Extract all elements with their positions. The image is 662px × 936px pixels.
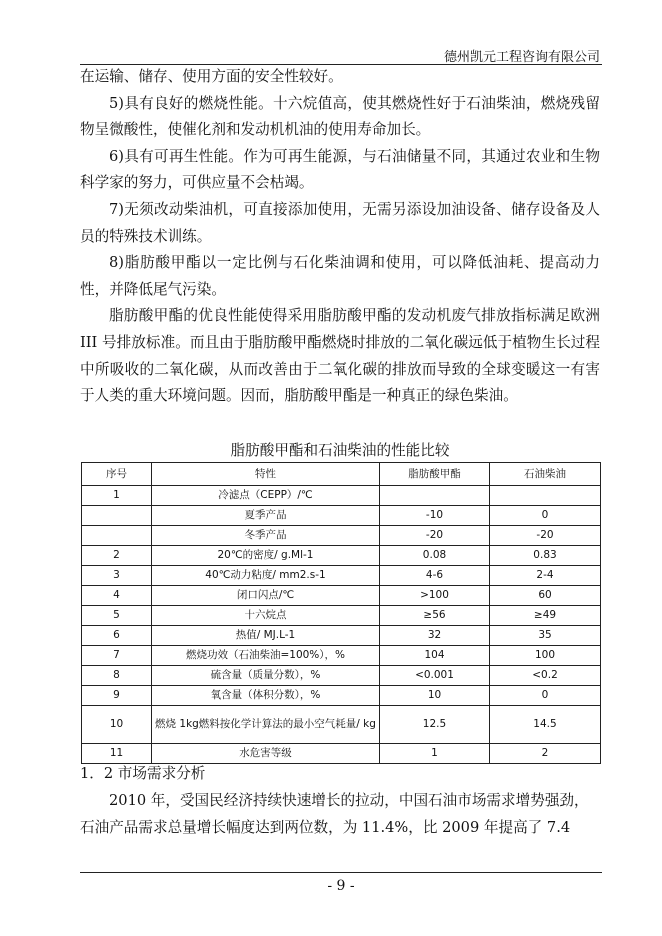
table-cell: >100 [380, 586, 490, 606]
table-row [82, 686, 601, 706]
table-cell: 10 [380, 686, 490, 706]
table-cell: 104 [380, 646, 490, 666]
table-cell: 0 [490, 506, 601, 526]
table-cell: 14.5 [490, 706, 601, 744]
table-cell [82, 526, 152, 546]
table-cell: 燃烧 1kg燃料按化学计算法的最小空气耗量/ kg [152, 706, 380, 744]
table-cell: 十六烷点 [152, 606, 380, 626]
table-row [82, 506, 601, 526]
table-row [82, 666, 601, 686]
table-cell: 11 [82, 744, 152, 764]
paragraph: 2010 年，受国民经济持续快速增长的拉动，中国石油市场需求增势强劲，石油产品需求总量增长幅度达到两位数，为 11.4%，比 2009 年提高了 7.4 [80, 792, 589, 836]
body-text-market [80, 788, 600, 841]
table-cell: <0.2 [490, 666, 601, 686]
table-cell: 1 [82, 486, 152, 506]
paragraph: 脂肪酸甲酯的优良性能使得采用脂肪酸甲酯的发动机废气排放指标满足欧洲 III 号排放标准。而且由于脂肪酸甲酯燃烧时排放的二氧化碳远低于植物生长过程中所吸收的二氧化碳，从而改善由于二氧化碳的排放而导致的全球变暖这一有害于人类的重大环境问题。因而，脂肪酸甲酯是一种真正的绿色柴油。 [80, 307, 600, 405]
table-cell: -20 [380, 526, 490, 546]
company-name: 德州凯元工程咨询有限公司 [443, 50, 600, 65]
table-cell: 1 [380, 744, 490, 764]
table-cell: 冬季产品 [152, 526, 380, 546]
table-cell [82, 506, 152, 526]
table-row [82, 526, 601, 546]
table-cell: 0.08 [380, 546, 490, 566]
table-row [82, 566, 601, 586]
table-cell: 9 [82, 686, 152, 706]
table-cell: 0 [490, 686, 601, 706]
table-cell: ≥49 [490, 606, 601, 626]
column-header: 特性 [152, 463, 380, 486]
table-cell: -10 [380, 506, 490, 526]
table-cell: 12.5 [380, 706, 490, 744]
table-cell: 夏季产品 [152, 506, 380, 526]
table-row [82, 586, 601, 606]
table-cell: ≥56 [380, 606, 490, 626]
paragraph: 8)脂肪酸甲酯以一定比例与石化柴油调和使用，可以降低油耗、提高动力性，并降低尾气污染。 [80, 254, 600, 298]
table-cell: 100 [490, 646, 601, 666]
table-cell: 热值/ MJ.L-1 [152, 626, 380, 646]
table-cell: 氧含量（体积分数），% [152, 686, 380, 706]
table-cell: 0.83 [490, 546, 601, 566]
table-row [82, 546, 601, 566]
table-cell [380, 486, 490, 506]
paragraph: 5)具有良好的燃烧性能。十六烷值高，使其燃烧性好于石油柴油，燃烧残留物呈微酸性，使催化剂和发动机机油的使用寿命加长。 [80, 94, 600, 139]
table-cell: 4 [82, 586, 152, 606]
page-number: - 9 - [327, 878, 355, 894]
footer-divider [80, 872, 602, 873]
column-header: 石油柴油 [490, 463, 601, 486]
table-cell: 燃烧功效（石油柴油=100%），% [152, 646, 380, 666]
table-cell: 2 [490, 744, 601, 764]
table-cell: 硫含量（质量分数），% [152, 666, 380, 686]
table-cell: 60 [490, 586, 601, 606]
table-cell: 水危害等级 [152, 744, 380, 764]
paragraph: 在运输、储存、使用方面的安全性较好。 [80, 68, 343, 85]
table-cell: 5 [82, 606, 152, 626]
table-row [82, 706, 601, 744]
table-cell: 7 [82, 646, 152, 666]
section-heading: 1．2 市场需求分析 [80, 765, 206, 782]
column-header: 序号 [82, 463, 152, 486]
table-header-row [82, 463, 601, 486]
paragraph: 6)具有可再生性能。作为可再生能源，与石油储量不同，其通过农业和生物科学家的努力，可供应量不会枯竭。 [80, 147, 600, 192]
table-cell: 32 [380, 626, 490, 646]
table-row [82, 486, 601, 506]
table-cell: 40℃动力粘度/ mm2.s-1 [152, 566, 380, 586]
paragraph: 7)无须改动柴油机，可直接添加使用，无需另添设加油设备、储存设备及人员的特殊技术训练。 [80, 200, 600, 245]
table-cell: -20 [490, 526, 601, 546]
page-header [80, 44, 602, 65]
table-cell: 4-6 [380, 566, 490, 586]
table-cell: 35 [490, 626, 601, 646]
body-text [80, 64, 600, 410]
table-cell: <0.001 [380, 666, 490, 686]
table-cell: 3 [82, 566, 152, 586]
table-cell: 2-4 [490, 566, 601, 586]
table-row [82, 646, 601, 666]
table-cell: 8 [82, 666, 152, 686]
table-cell: 10 [82, 706, 152, 744]
table-row [82, 606, 601, 626]
table-cell: 6 [82, 626, 152, 646]
performance-comparison-table [81, 462, 601, 764]
table-cell: 闭口闪点/℃ [152, 586, 380, 606]
table-row [82, 626, 601, 646]
table-row [82, 744, 601, 764]
table-cell: 20℃的密度/ g.Ml-1 [152, 546, 380, 566]
table-cell: 2 [82, 546, 152, 566]
table-cell: 冷滤点（CEPP）/℃ [152, 486, 380, 506]
table-caption: 脂肪酸甲酯和石油柴油的性能比较 [230, 442, 450, 459]
table-cell [490, 486, 601, 506]
column-header: 脂肪酸甲酯 [380, 463, 490, 486]
